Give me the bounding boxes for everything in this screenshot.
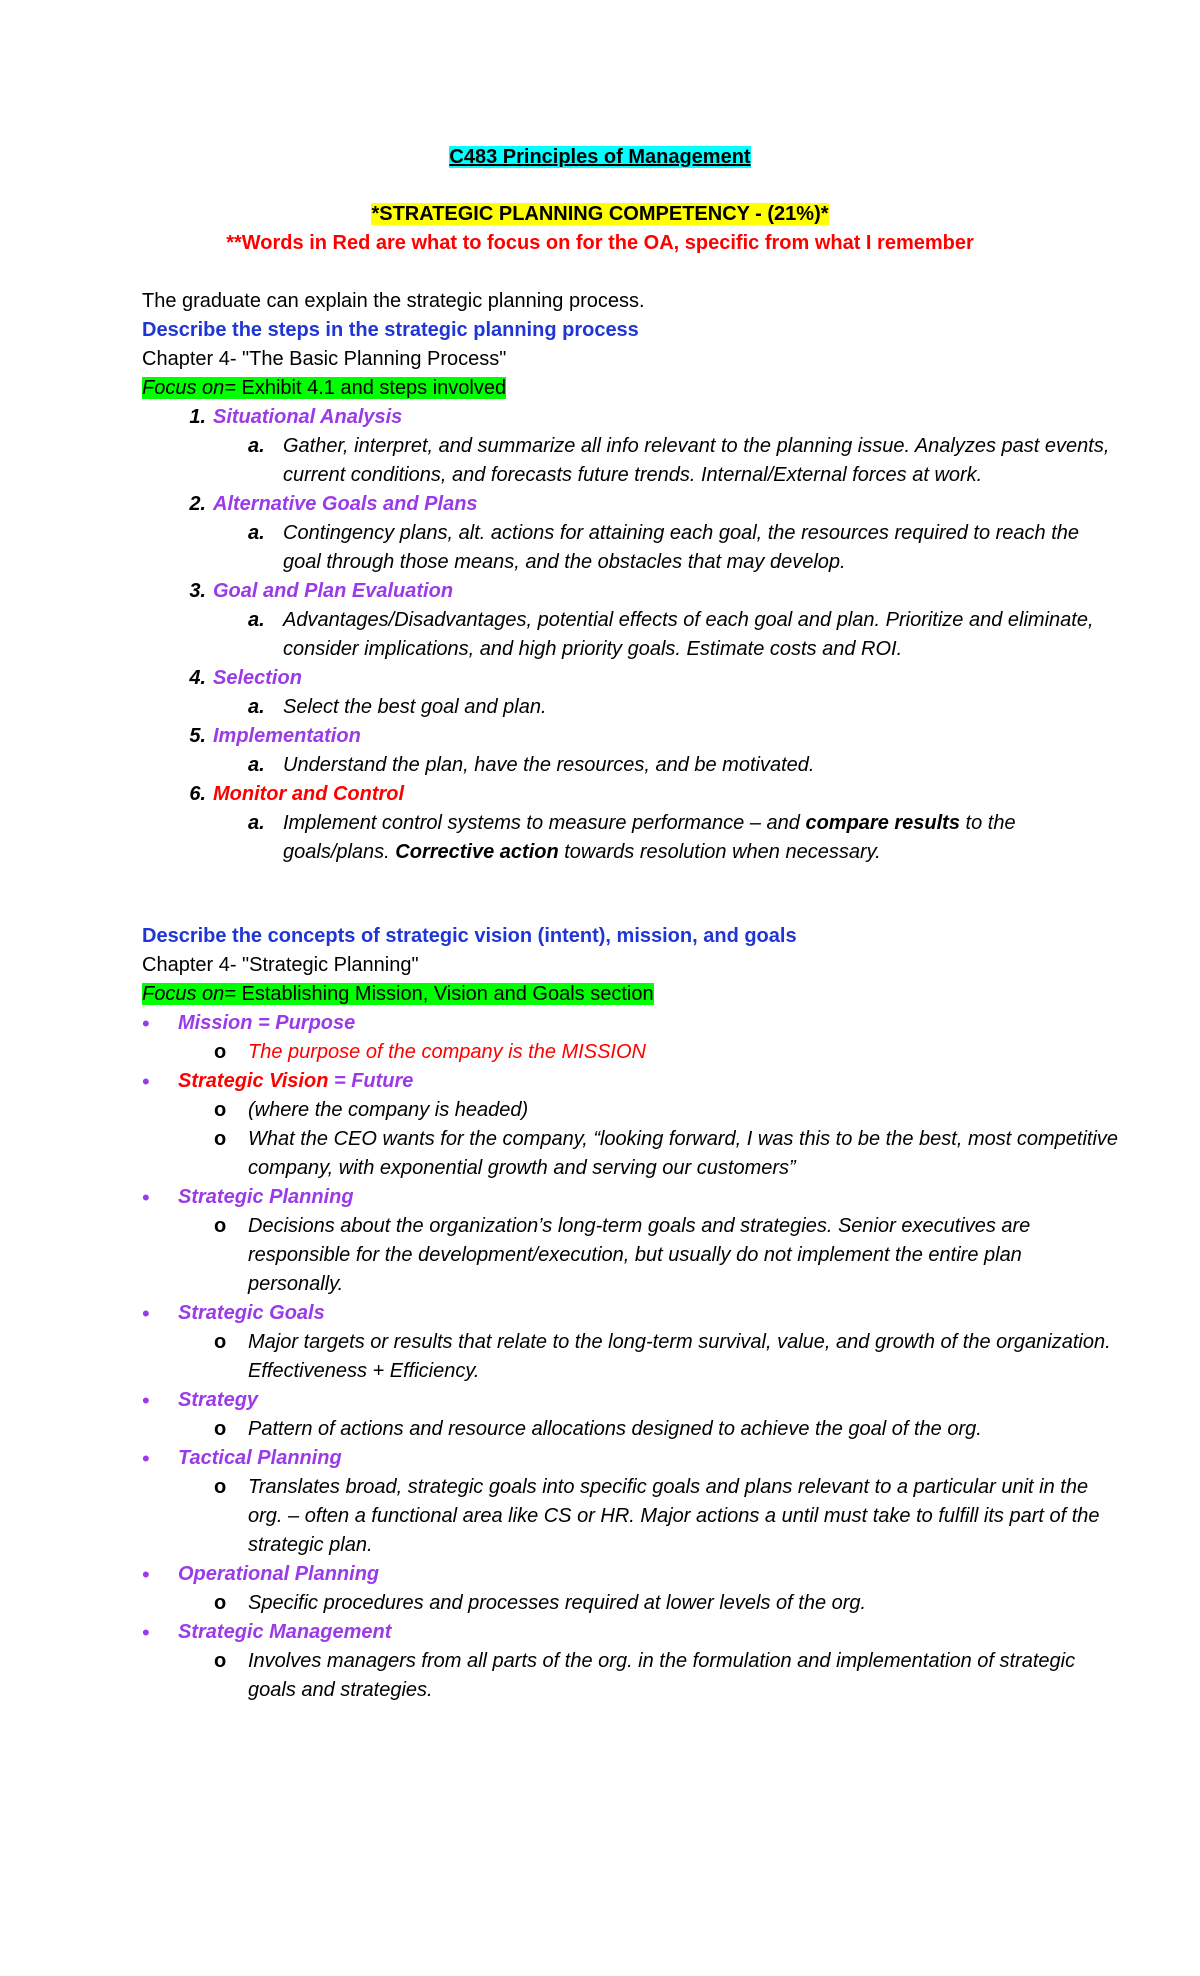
concept-vision: • Strategic Vision = Future (142, 1069, 414, 1094)
bullet-icon: • (142, 1301, 150, 1326)
step-label: Monitor and Control (213, 783, 405, 805)
step-3: 3. Goal and Plan Evaluation (142, 577, 1122, 606)
concept-detail: o Pattern of actions and resource allocations designed to achieve the goal of the org. (142, 1415, 1122, 1444)
section-vision-mission (142, 922, 1122, 1705)
step-4: 4. Selection (142, 664, 1122, 693)
intro-text: The graduate can explain the strategic planning process. (142, 290, 645, 312)
concept-strategy: • Strategy (142, 1388, 259, 1413)
bullet-icon: • (142, 1388, 150, 1413)
section2-heading: Describe the concepts of strategic vision (intent), mission, and goals (142, 925, 797, 947)
bullet-icon: • (142, 1011, 150, 1036)
concept-detail: o Specific procedures and processes required at lower levels of the org. (142, 1589, 1122, 1618)
step-1: 1. Situational Analysis (142, 403, 1122, 432)
sub-bullet-icon: o (214, 1476, 227, 1498)
step-1-detail: a. Gather, interpret, and summarize all info relevant to the planning issue. Analyzes past events, current conditions, and forecasts future trends. Internal/External forces at work. (248, 435, 1110, 486)
bullet-icon: • (142, 1185, 150, 1210)
step-2-detail: a. Contingency plans, alt. actions for attaining each goal, the resources required to reach the goal through those means, and the obstacles that may develop. (248, 522, 1080, 573)
concept-strategic-management: • Strategic Management (142, 1620, 392, 1645)
competency-heading (0, 200, 1200, 229)
concept-detail: o Major targets or results that relate to the long-term survival, value, and growth of the organization. Effectiveness + Efficiency. (142, 1328, 1122, 1386)
concept-tactical-planning: • Tactical Planning (142, 1446, 342, 1471)
sub-bullet-icon: o (214, 1099, 227, 1121)
sub-bullet-icon: o (214, 1418, 227, 1440)
bullet-icon: • (142, 1069, 150, 1094)
sub-bullet-icon: o (214, 1128, 227, 1150)
concept-strategic-goals: • Strategic Goals (142, 1301, 325, 1326)
bullet-icon: • (142, 1620, 150, 1645)
sub-bullet-icon: o (214, 1592, 227, 1614)
step-6-detail: a. Implement control systems to measure performance – and compare results to the goals/plans. Corrective action towards resolution when necessary. (248, 812, 1016, 863)
step-label: Situational Analysis (213, 406, 403, 428)
concept-operational-planning: • Operational Planning (142, 1562, 380, 1587)
step-2: 2. Alternative Goals and Plans (142, 490, 1122, 519)
concept-detail: o (where the company is headed) (142, 1096, 1122, 1125)
title-text: C483 Principles of Management (449, 146, 751, 168)
section-planning-process (142, 287, 1122, 867)
step-5: 5. Implementation (142, 722, 1122, 751)
concept-detail: o What the CEO wants for the company, “looking forward, I was this to be the best, most competitive company, with exponential growth and serving our customers” (142, 1125, 1122, 1183)
concept-detail: o Decisions about the organization’s long-term goals and strategies. Senior executives are responsible for the development/execution, but usually do not implement the entire plan personally. (142, 1212, 1122, 1299)
sub-bullet-icon: o (214, 1331, 227, 1353)
step-6: 6. Monitor and Control (142, 780, 1122, 809)
section2-chapter: Chapter 4- "Strategic Planning" (142, 954, 419, 976)
step-label: Implementation (213, 725, 361, 747)
section1-chapter: Chapter 4- "The Basic Planning Process" (142, 348, 507, 370)
section2-focus: Focus on= Establishing Mission, Vision and Goals section (142, 983, 654, 1005)
step-label: Alternative Goals and Plans (213, 493, 478, 515)
step-3-detail: a. Advantages/Disadvantages, potential effects of each goal and plan. Prioritize and eliminate, consider implications, and high priority goals. Estimate costs and ROI. (248, 609, 1094, 660)
document-title (0, 143, 1200, 172)
step-5-detail: a. Understand the plan, have the resources, and be motivated. (248, 754, 815, 776)
sub-bullet-icon: o (214, 1041, 227, 1063)
bullet-icon: • (142, 1446, 150, 1471)
sub-bullet-icon: o (214, 1215, 227, 1237)
bullet-icon: • (142, 1562, 150, 1587)
competency-text: *STRATEGIC PLANNING COMPETENCY - (21%)* (371, 203, 829, 225)
step-label: Goal and Plan Evaluation (213, 580, 454, 602)
section1-focus: Focus on= Exhibit 4.1 and steps involved (142, 377, 507, 399)
concept-mission: • Mission = Purpose (142, 1011, 356, 1036)
step-4-detail: a. Select the best goal and plan. (248, 696, 547, 718)
section1-heading: Describe the steps in the strategic planning process (142, 319, 639, 341)
concept-detail: o Involves managers from all parts of the org. in the formulation and implementation of strategic goals and strategies. (142, 1647, 1122, 1705)
concept-detail: o Translates broad, strategic goals into specific goals and plans relevant to a particular unit in the org. – often a functional area like CS or HR. Major actions a until must take to fulfill its part of the strategic plan. (142, 1473, 1122, 1560)
step-label: Selection (213, 667, 302, 689)
red-note: **Words in Red are what to focus on for the OA, specific from what I remember (226, 232, 974, 254)
concept-detail: o The purpose of the company is the MISSION (142, 1038, 1122, 1067)
concept-strategic-planning: • Strategic Planning (142, 1185, 354, 1210)
sub-bullet-icon: o (214, 1650, 227, 1672)
